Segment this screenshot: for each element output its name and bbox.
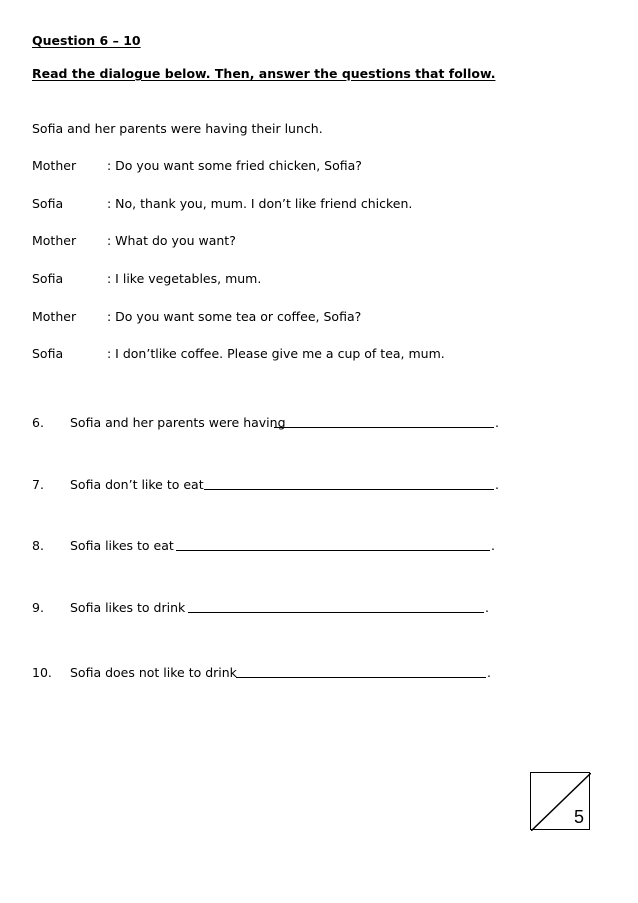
dialogue-speaker: Mother xyxy=(32,158,77,173)
score-box xyxy=(530,772,590,830)
question-text: Sofia does not like to drink xyxy=(70,665,237,680)
dialogue-speaker: Sofia xyxy=(32,196,64,211)
intro-text: Sofia and her parents were having their lunch. xyxy=(32,121,323,136)
question-number: 7. xyxy=(32,477,44,492)
answer-blank[interactable] xyxy=(236,677,486,678)
question-number: 6. xyxy=(32,415,44,430)
question-period: . xyxy=(491,538,495,553)
answer-blank[interactable] xyxy=(188,612,484,613)
question-number: 9. xyxy=(32,600,44,615)
question-text: Sofia likes to eat xyxy=(70,538,174,553)
section-title: Question 6 – 10 xyxy=(32,33,141,48)
score-total: 5 xyxy=(573,807,584,827)
dialogue-speaker: Sofia xyxy=(32,271,64,286)
question-period: . xyxy=(495,415,499,430)
dialogue-line: : No, thank you, mum. I don’t like friend chicken. xyxy=(107,196,413,211)
question-text: Sofia likes to drink xyxy=(70,600,186,615)
dialogue-line: : Do you want some fried chicken, Sofia? xyxy=(107,158,362,173)
instruction: Read the dialogue below. Then, answer the questions that follow. xyxy=(32,66,496,81)
dialogue-line: : What do you want? xyxy=(107,233,236,248)
question-number: 8. xyxy=(32,538,44,553)
question-period: . xyxy=(495,477,499,492)
question-text: Sofia don’t like to eat xyxy=(70,477,204,492)
question-number: 10. xyxy=(32,665,52,680)
question-text: Sofia and her parents were having xyxy=(70,415,286,430)
answer-blank[interactable] xyxy=(176,550,490,551)
dialogue-speaker: Mother xyxy=(32,233,77,248)
dialogue-speaker: Sofia xyxy=(32,346,64,361)
question-period: . xyxy=(485,600,489,615)
answer-blank[interactable] xyxy=(204,489,494,490)
dialogue-speaker: Mother xyxy=(32,309,77,324)
question-period: . xyxy=(487,665,491,680)
dialogue-line: : I don’tlike coffee. Please give me a cup of tea, mum. xyxy=(107,346,445,361)
dialogue-line: : Do you want some tea or coffee, Sofia? xyxy=(107,309,362,324)
dialogue-line: : I like vegetables, mum. xyxy=(107,271,262,286)
answer-blank[interactable] xyxy=(274,427,494,428)
